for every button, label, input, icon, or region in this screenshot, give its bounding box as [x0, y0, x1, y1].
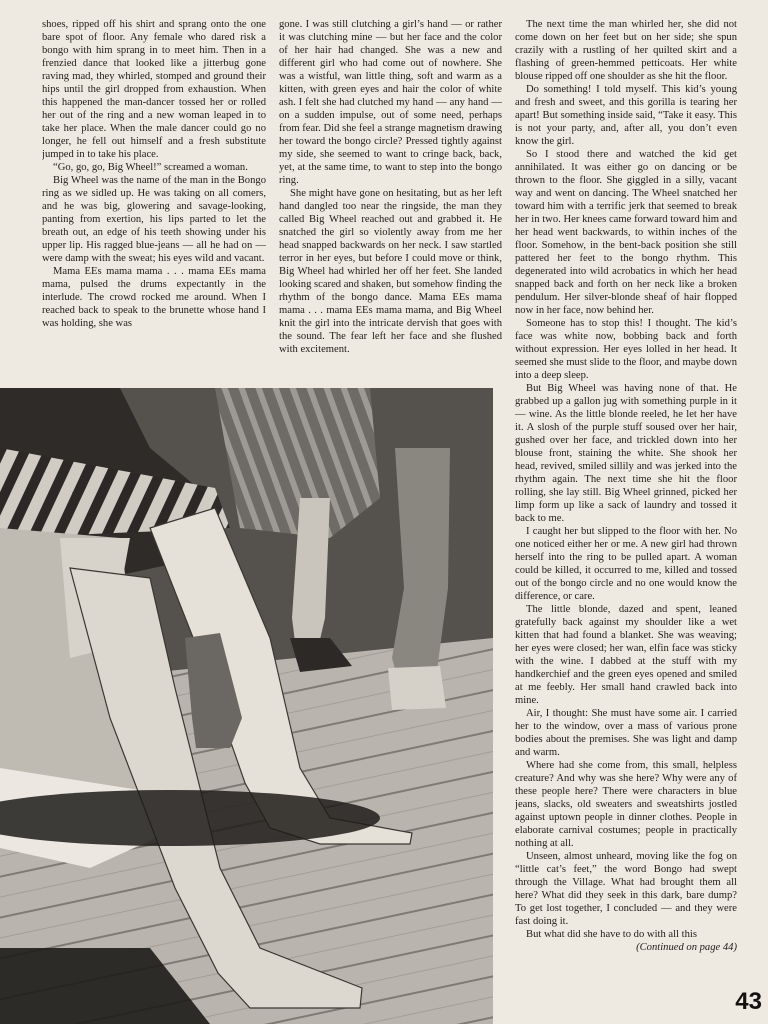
paragraph: Air, I thought: She must have some air. I carried her to the window, over a mass of various prone bodies about the premises. She was light and damp and warm. — [515, 708, 737, 758]
text-column-right — [515, 18, 737, 973]
paragraph: gone. I was still clutching a girl’s hand — or rather it was clutching mine — but her face and the color of her hair had changed. She was a new and different girl who had come out of nowhere. She was a wistful, wan little thing, soft and warm as a kitten, with green eyes and hair the color of white ash. I felt she had clutched my hand — any hand — on a sudden impulse, out of some need, perhaps from fear. Did she feel a strange magnetism drawing her toward the bongo circle? Pressed tightly against my side, she seemed to want to cringe back, back, yet, at the same time, to want to step into the bongo ring. — [279, 19, 502, 186]
paragraph: Where had she come from, this small, helpless creature? And why was she here? Why were any of these people here? There were characters in blue jeans, slacks, old sweaters and sweatshirts jostled against uptown people in dinner clothes. People in elaborate carnival costumes; people in practically nothing at all. — [515, 760, 737, 849]
paragraph: Mama EEs mama mama . . . mama EEs mama mama, pulsed the drums expectantly in the interlude. The crowd rocked me around. When I reached back to speak to the brunette whose hand I was holding, she was — [42, 266, 266, 329]
paragraph: She might have gone on hesitating, but as her left hand dangled too near the ringside, the man they called Big Wheel reached out and grabbed it. He snatched the girl so violently away from me her head snapped backwards on her neck. I saw startled terror in her eyes, but before I could move or think, Big Wheel had whirled her off her feet. She landed looking scared and shaken, but somehow finding the rhythm of the bongo dance. Mama EEs mama mama . . . mama EEs mama mama, and Big Wheel knit the girl into the intricate dervish that goes with the sound. The fear left her face and she flushed with excitement. — [279, 188, 502, 355]
paragraph: Big Wheel was the name of the man in the Bongo ring as we sidled up. He was taking on all comers, and he was big, glowering and savage-looking, panting from exertion, his lips parted to let the breath out, an edge of his teeth showing under his upper lip. His ragged blue-jeans — all he had on — were damp with the sweat; his eyes wild and vacant. — [42, 175, 266, 264]
text-column-middle — [279, 18, 502, 370]
paragraph: “Go, go, go, Big Wheel!” screamed a woman. — [53, 162, 248, 173]
paragraph: Do something! I told myself. This kid’s young and fresh and sweet, and this gorilla is tearing her apart! But something inside said, “Take it easy. This is not your party, and, after all, you don’t even know the girl. — [515, 84, 737, 147]
paragraph: Someone has to stop this! I thought. The kid’s face was white now, bobbing back and forth without expression. Her eyes lolled in her head. It seemed she must slide to the floor, and maybe down into a deep sleep. — [515, 318, 737, 381]
continued-note: (Continued on page 44) — [636, 942, 737, 953]
paragraph: shoes, ripped off his shirt and sprang onto the one bare spot of floor. Any female who dared risk a bongo with him sprang in to meet him. Then in a frenzied dance that looked like a jitterbug gone raving mad, they whirled, stomped and ground their hips until the girl dropped from exhaustion. When this happened the man-dancer tossed her or rolled her out of the ring and a new woman leaped in to take her place. When the male dancer could go no longer, he fell out himself and a fresh substitute jumped in to take his place. — [42, 19, 266, 160]
paragraph: So I stood there and watched the kid get annihilated. It was either go on dancing or be thrown to the floor. She giggled in a silly, vacant way and went on dancing. The Wheel snatched her toward him with a terrific jerk that seemed to break her in two. Her knees came forward toward him and her head went backwards, to within inches of the floor. Somehow, in the bent-back position she still pattered her feet to the bongo rhythm. This degenerated into wild acrobatics in which her head snapped back and forth on her neck like a broken pendulum. Her silver-blonde sheaf of hair flopped now in her face, now behind her. — [515, 149, 737, 316]
paragraph: But what did she have to do with all this — [526, 929, 697, 940]
paragraph: The next time the man whirled her, she did not come down on her feet but on her side; she spun crazily with a rustling of her quilted skirt and a flashing of green-hemmed petticoats. Her white blouse ripped off one shoulder as she hit the floor. — [515, 19, 737, 82]
page-number: 43 — [735, 988, 762, 1015]
paragraph: The little blonde, dazed and spent, leaned gratefully back against my shoulder like a wet kitten that had found a blanket. She was weaving; her eyes were closed; her wan, elfin face was sticky with the wine. I dabbed at the stuff with my handkerchief and the green eyes opened and smiled at me feebly. Her small hand crawled back into mine. — [515, 604, 737, 706]
paragraph: I caught her but slipped to the floor with her. No one noticed either her or me. A new girl had thrown herself into the ring to be pulled apart. A woman could be killed, it occurred to me, killed and tossed out of the bongo circle and no one would know the difference, or care. — [515, 526, 737, 602]
text-column-left — [42, 18, 266, 370]
paragraph: But Big Wheel was having none of that. He grabbed up a gallon jug with something purple in it — wine. As the little blonde reeled, he let her have it. A slosh of the purple stuff soused over her hair, gushed over her face, and trickled down into her blouse front, staining the white. She shook her head, revived, smiled sillily and was jerked into the rhythm again. The next time she hit the floor rolling, she lay still. Big Wheel grinned, picked her limp form up like a sack of laundry and tossed it back to me. — [515, 383, 737, 524]
illustration-dancers — [0, 388, 493, 1024]
paragraph: Unseen, almost unheard, moving like the fog on “little cat’s feet,” the word Bongo had swept through the Village. What had brought them all here? What did they seek in this dark, bare dump? To get lost together, I concluded — and they were fast doing it. — [515, 851, 737, 927]
